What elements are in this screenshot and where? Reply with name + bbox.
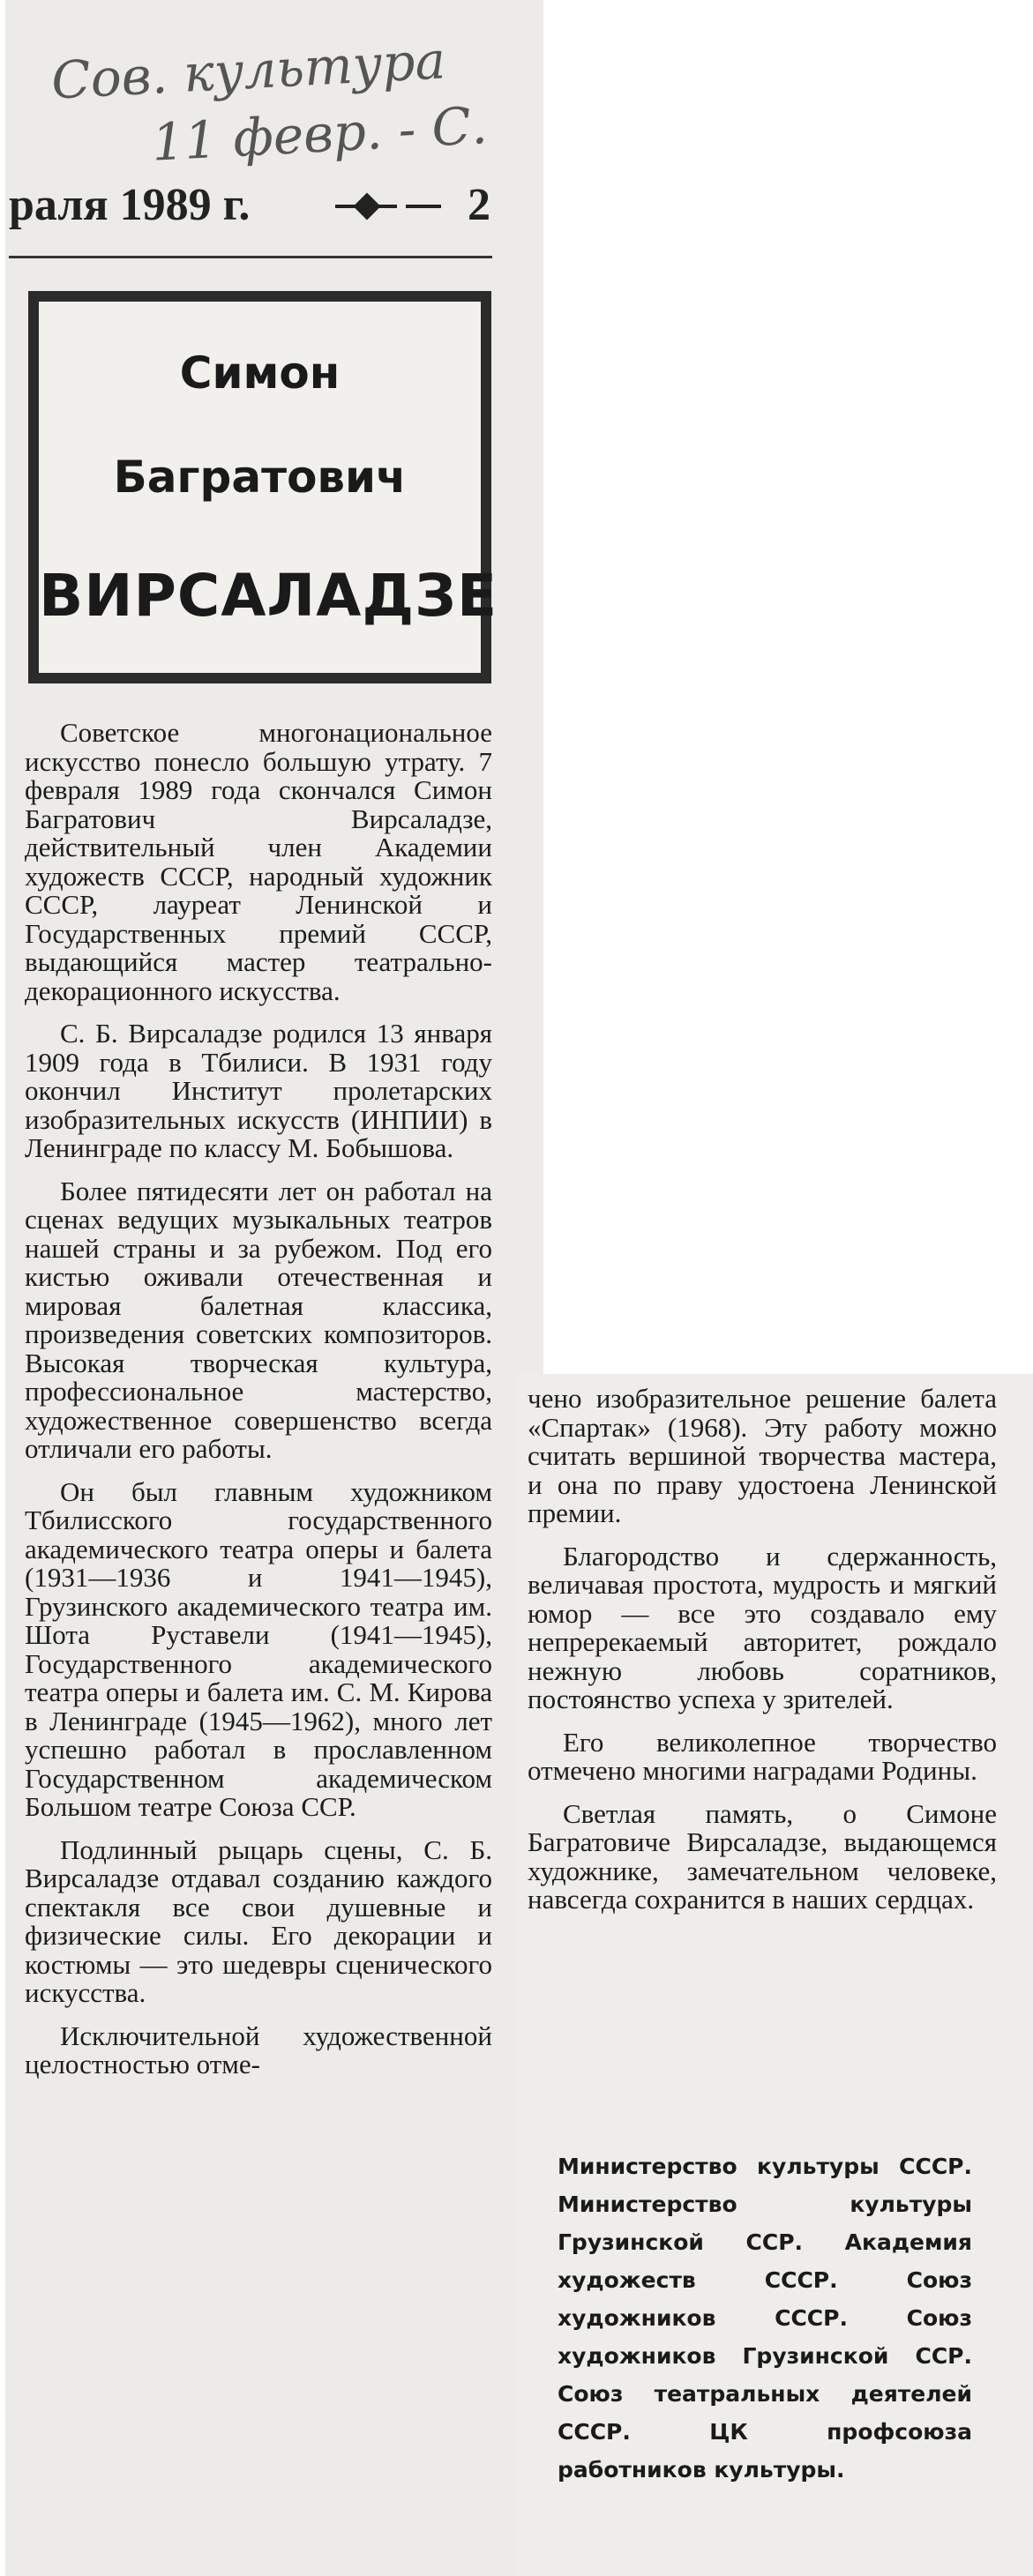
title-patronymic: Багратович [113,452,407,503]
paragraph: Более пятидесяти лет он работал на сценах ведущих музыкальных театров нашей страны и за рубежом. Под его кистью оживали отечественная и мировая балетная классика, произведения советских композиторов. Высокая творческая культура, профессиональное мастерство, художественное совершенство всегда отличали его работы. [25,1175,492,1464]
paragraph: Исключительной художественной целостностью отме- [25,2020,492,2079]
paragraph: С. Б. Вирсаладзе родился 13 января 1909 года в Тбилиси. В 1931 году окончил Институт пролетарских изобразительных искусств (ИНПИИ) в Ленинграде по классу М. Бобышова. [25,1018,492,1163]
paragraph: Подлинный рыцарь сцены, С. Б. Вирсаладзе отдавал созданию каждого спектакля все свои душевные и физические силы. Его декорации и костюмы — это шедевры сценического искусства. [25,1833,492,2008]
diamond-ornament-icon [353,192,380,220]
article-column-right [528,1385,997,1929]
paragraph: Он был главным художником Тбилисского государственного академического театра оперы и балета (1931—1936 и 1941—1945), Грузинского академического театра им. Шота Руставели (1941—1945), Государственного академического театра оперы и балета им. С. М. Кирова в Ленинграде (1945—1962), много лет успешно работал в прославленном Государственном академическом Большом театре Союза ССР. [25,1475,492,1822]
handwritten-note [49,23,514,181]
article-column-left [25,719,492,2094]
ornament-line-right [406,205,441,208]
paragraph: чено изобразительное решение балета «Спартак» (1968). Эту работу можно считать вершиной творчества мастера, и она по праву удостоена Ленинской премии. [528,1383,997,1528]
paragraph: Светлая память, о Симоне Багратовиче Вирсаладзе, выдающемся художнике, замечательном человеке, навсегда сохранится в наших сердцах. [528,1797,997,1915]
handwritten-line-1: Сов. культура [49,30,447,111]
header-rule [9,256,492,258]
title-first-name: Симон [179,347,341,399]
paragraph: Его великолепное творчество отмечено многими наградами Родины. [528,1726,997,1786]
paragraph: Благородство и сдержанность, величавая простота, мудрость и мягкий юмор — все это создавало ему непререкаемый авторитет, рождало нежную любовь соратников, постоянство успеха у зрителей. [528,1540,997,1714]
signatories: Министерство культуры СССР. Министерство культуры Грузинской ССР. Академия художеств СССР. Союз художников СССР. Союз художников Грузинской ССР. Союз театральных деятелей СССР. ЦК профсоюза работников культуры. [558,2154,972,2483]
issue-date: раля 1989 г. [9,180,251,230]
paragraph: Советское многонациональное искусство понесло большую утрату. 7 февраля 1989 года скончался Симон Багратович Вирсаладзе, действительный член Академии художеств СССР, народный художник СССР, лауреат Ленинской и Государственных премий СССР, выдающийся мастер театрально-декорационного искусства. [25,717,492,1006]
handwritten-line-2: 11 февр. - С. [150,94,490,173]
title-last-name: ВИРСАЛАДЗЕ [39,562,498,630]
page-number: 2 [468,180,490,230]
obituary-title-box [28,291,498,683]
page-header [9,172,503,243]
